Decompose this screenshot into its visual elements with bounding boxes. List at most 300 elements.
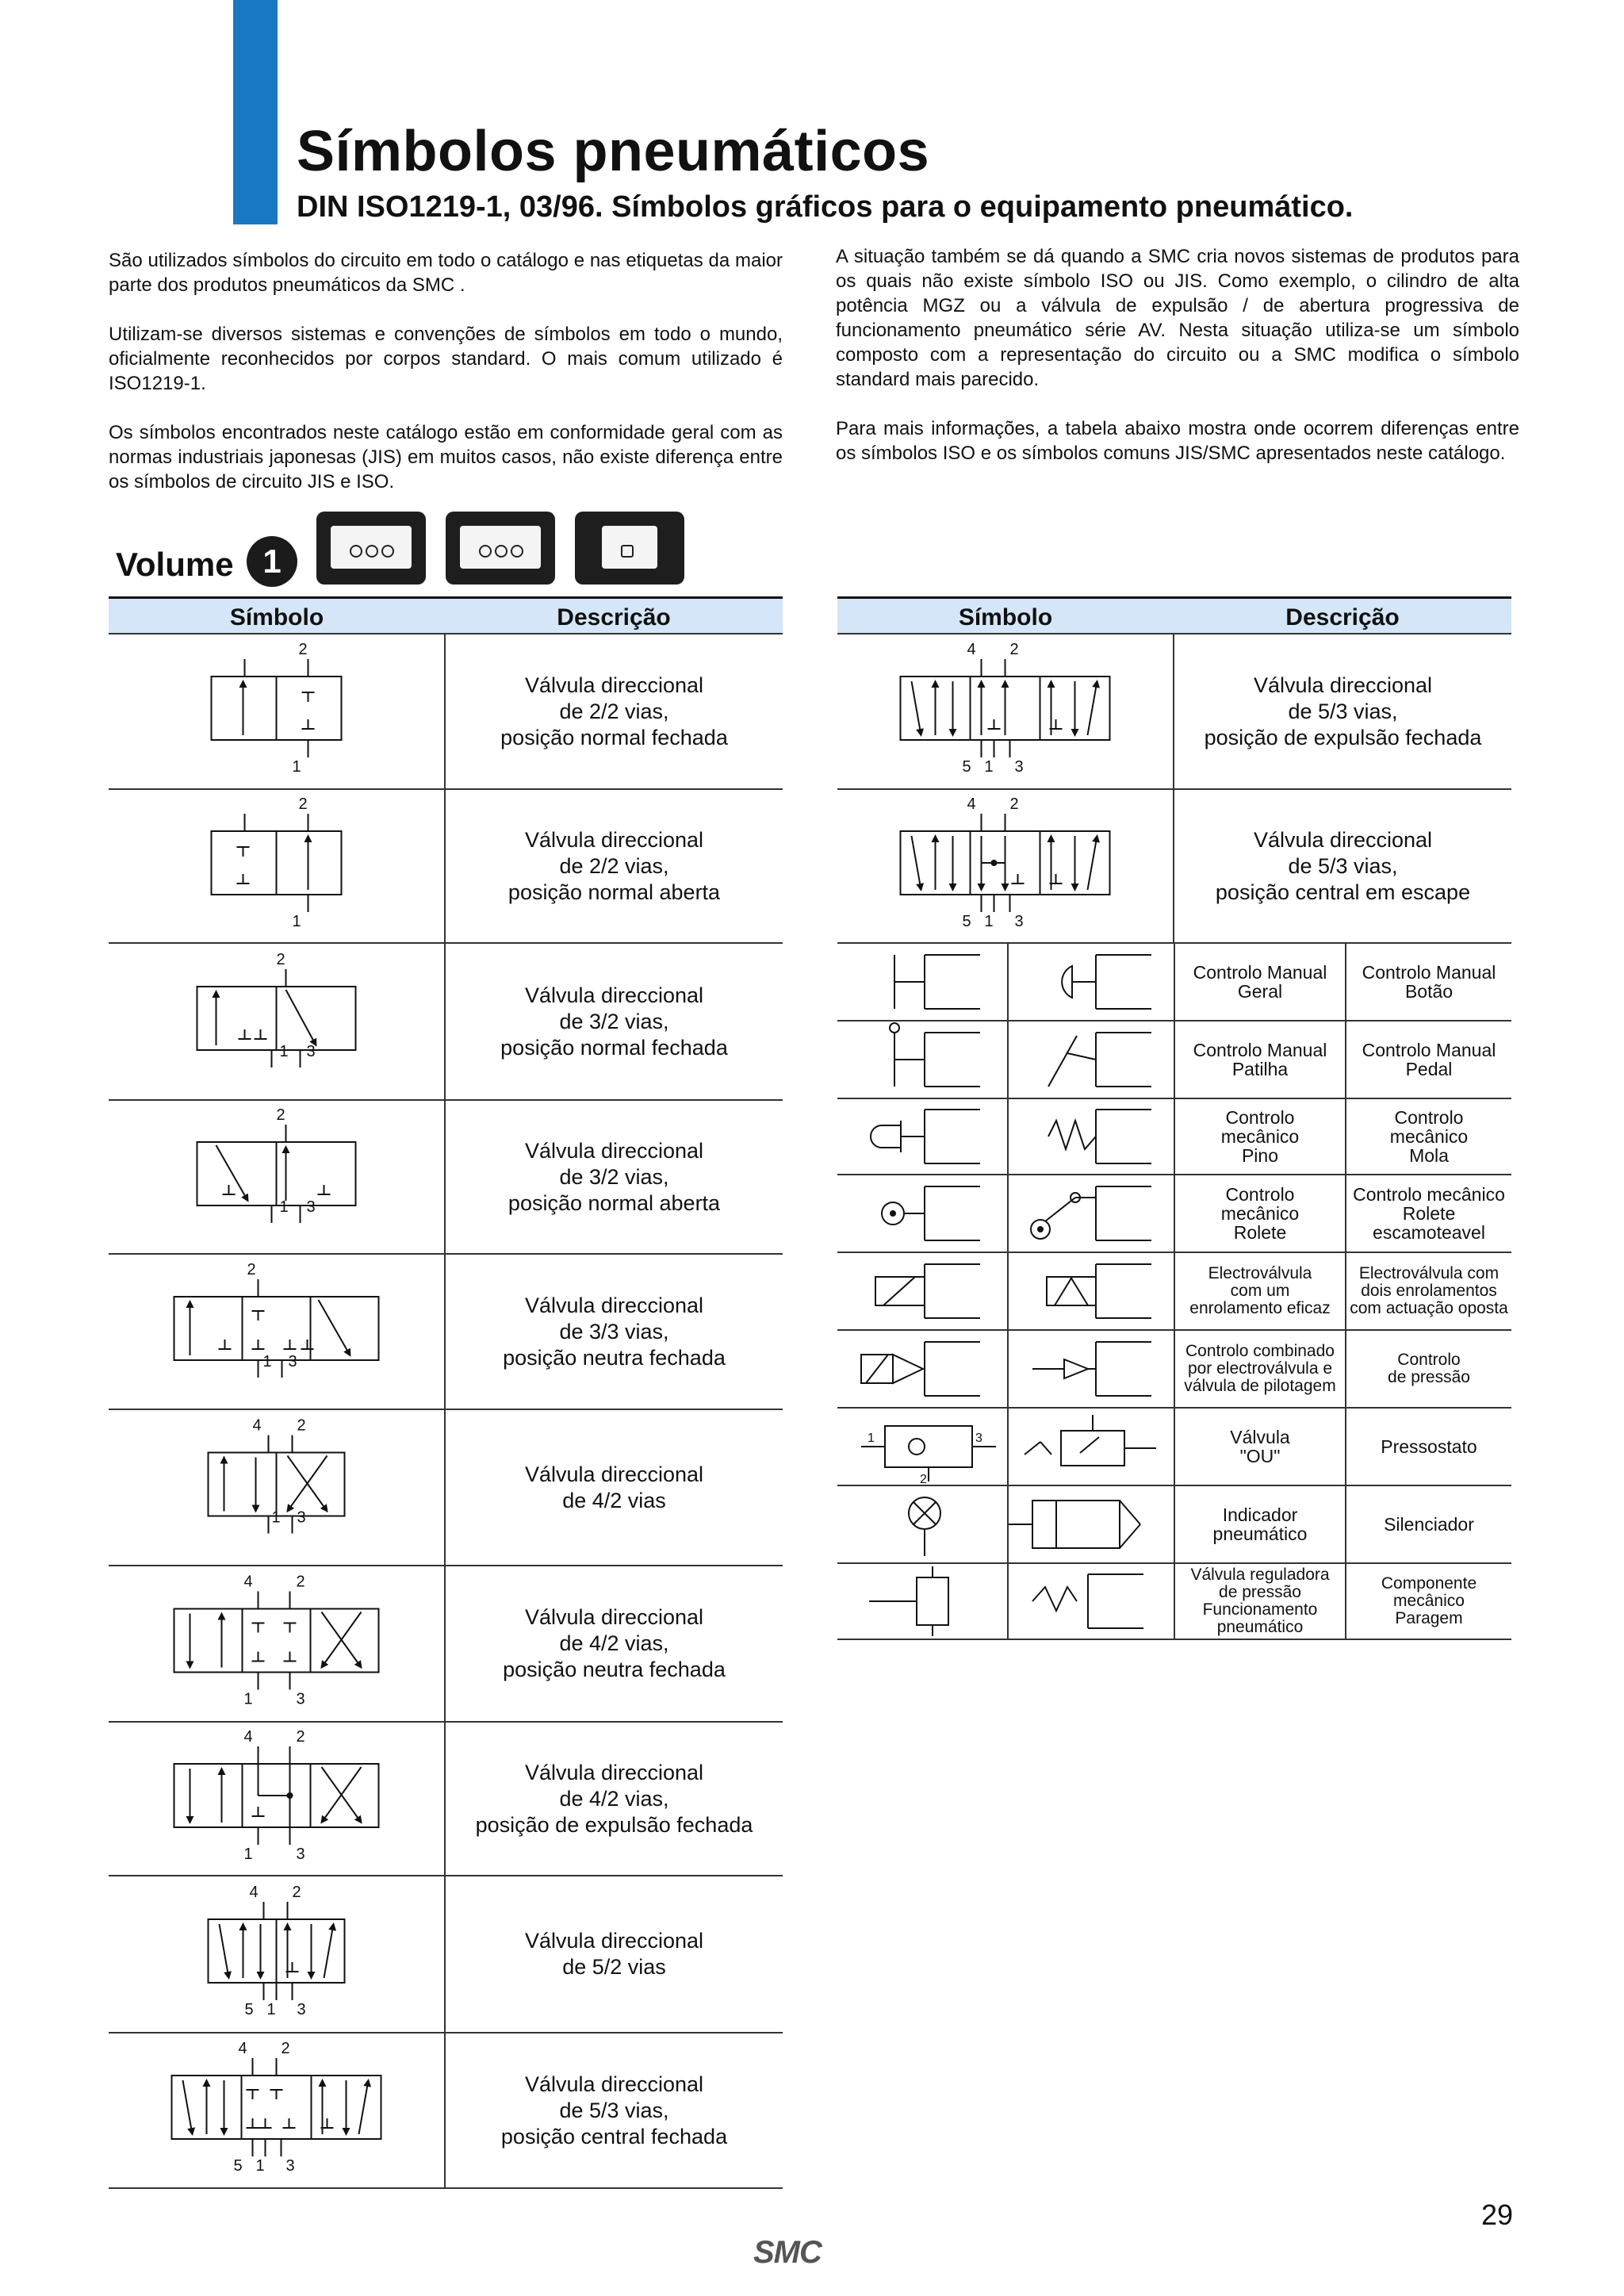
- intro-paragraph: Para mais informações, a tabela abaixo mostra onde ocorrem diferenças entre os símbolos ISO e os símbolos comuns JIS/SMC apresentados neste catálogo.: [836, 418, 1519, 464]
- description-line: Mola: [1409, 1145, 1449, 1166]
- description-line: Silenciador: [1384, 1514, 1474, 1535]
- symbol-drawing: [837, 1486, 1005, 1562]
- control-symbol: [1009, 1175, 1172, 1251]
- symbol-description: [1346, 1409, 1511, 1485]
- grid-row: [837, 1564, 1511, 1640]
- description-line: de 3/2 vias,: [559, 1164, 669, 1189]
- pilot-triangle: [1064, 1359, 1088, 1378]
- junction-dot: [1037, 1226, 1044, 1232]
- description-line: posição central fechada: [500, 2124, 728, 2148]
- port-label: 5: [962, 913, 971, 930]
- description-line: de 4/2 vias: [562, 1488, 666, 1512]
- port-label: 3: [296, 1846, 305, 1863]
- control-symbol: [1009, 1022, 1172, 1098]
- page-subtitle: DIN ISO1219-1, 03/96. Símbolos gráficos para o equipamento pneumático.: [297, 190, 1354, 224]
- description-line: Válvula direccional: [524, 1138, 704, 1163]
- description-line: Controlo Manual: [1362, 1040, 1496, 1060]
- symbol-description: [1346, 1486, 1511, 1562]
- port-label: 5: [233, 2157, 243, 2175]
- control-symbol: [1009, 1253, 1172, 1329]
- symbol-description: [1174, 790, 1511, 942]
- table-row: [109, 1101, 783, 1255]
- table-row: [109, 1723, 783, 1876]
- valve-box: [917, 1577, 948, 1625]
- symbol-description: [446, 1876, 783, 2032]
- symbol-description: [446, 1101, 783, 1253]
- table-row: [109, 2033, 783, 2189]
- valve-box: [243, 1609, 311, 1673]
- description-line: posição de expulsão fechada: [1204, 725, 1482, 749]
- grid-row: [837, 1175, 1511, 1253]
- valve-box: [311, 1297, 379, 1360]
- description-line: mecânico: [1220, 1203, 1300, 1224]
- valve-box: [311, 1764, 379, 1827]
- flow-arrow: [324, 1924, 334, 1978]
- symbol-stroke: [1080, 1437, 1099, 1453]
- description-line: de 2/2 vias,: [559, 699, 669, 723]
- port-label: 1: [262, 1353, 272, 1370]
- description-line: Pedal: [1405, 1059, 1453, 1079]
- port-label: 2: [1009, 795, 1019, 813]
- flow-arrow: [183, 2080, 193, 2134]
- symbol-drawing: [1009, 1486, 1172, 1562]
- description-line: de 3/3 vias,: [559, 1319, 669, 1343]
- description-line: pneumático: [1216, 1618, 1304, 1636]
- intro-paragraph: Utilizam-se diversos sistemas e convenções de símbolos em todo o mundo, oficialmente reconhecidos por corpos standard. O mais comum utilizado é ISO1219-1.: [109, 324, 783, 394]
- valve-symbol: [109, 790, 444, 942]
- port-label: 4: [967, 641, 976, 658]
- control-symbol: [1009, 1099, 1172, 1174]
- description-line: Controlo Manual: [1193, 1040, 1327, 1060]
- port-label: 2: [298, 641, 308, 658]
- flow-arrow: [1088, 836, 1097, 890]
- symbol-description: [446, 944, 783, 1099]
- grid-row: [837, 1022, 1511, 1099]
- symbol-stroke: [1071, 1277, 1088, 1305]
- description-line: pneumático: [1212, 1524, 1308, 1544]
- symbol-stroke: [1048, 1036, 1077, 1087]
- port-label: 3: [975, 1432, 982, 1445]
- description-line: Patilha: [1231, 1059, 1289, 1079]
- symbol-drawing: [109, 1566, 444, 1721]
- description-line: Válvula direccional: [1253, 827, 1433, 852]
- description-line: Válvula direccional: [524, 1462, 704, 1486]
- description-line: por electroválvula e: [1187, 1359, 1333, 1378]
- intro-paragraph: São utilizados símbolos do circuito em todo o catálogo e nas etiquetas da maior parte dos produtos pneumáticos da SMC .: [109, 250, 783, 296]
- symbol-description: [1346, 1331, 1511, 1407]
- symbol-description: [1175, 1022, 1345, 1098]
- description-line: de 3/2 vias,: [559, 1009, 669, 1033]
- port-label: 1: [255, 2157, 265, 2175]
- valve-box: [242, 2076, 312, 2139]
- column-header-symbol: Símbolo: [958, 604, 1053, 631]
- product-thumbnail: [446, 512, 555, 585]
- port-label: 2: [296, 1728, 305, 1746]
- description-line: posição normal fechada: [500, 1035, 728, 1060]
- valve-symbol: [109, 944, 444, 1099]
- flow-arrow: [319, 1300, 350, 1355]
- detent: [1032, 1587, 1077, 1611]
- grid-row: [837, 1486, 1511, 1564]
- port-label: 3: [1014, 913, 1024, 930]
- volume-label: Volume: [116, 546, 234, 583]
- description-line: Indicador: [1222, 1504, 1298, 1525]
- intro-right-column: [836, 244, 1519, 490]
- symbol-description: [1346, 1564, 1511, 1639]
- control-symbol: [1009, 1564, 1172, 1639]
- port-label: 2: [298, 795, 308, 813]
- valve-symbol: [837, 790, 1173, 942]
- port-label: 3: [1014, 758, 1024, 776]
- description-line: Paragem: [1395, 1609, 1463, 1627]
- description-line: de pressão: [1388, 1368, 1470, 1386]
- valve-symbol: [109, 1876, 444, 2032]
- symbol-drawing: [1009, 1409, 1172, 1485]
- control-symbol: [1009, 1331, 1172, 1407]
- control-symbol: [1009, 1486, 1172, 1562]
- grid-row: [837, 1409, 1511, 1486]
- intro-paragraph: Os símbolos encontrados neste catálogo estão em conformidade geral com as normas industriais japonesas (JIS) em muitos casos, não existe diferença entre os símbolos de circuito JIS e ISO.: [109, 422, 783, 493]
- port-label: 1: [271, 1508, 281, 1527]
- description-line: Controlo: [1225, 1184, 1295, 1205]
- description-line: de 2/2 vias,: [559, 853, 669, 878]
- port-label: 3: [306, 1043, 316, 1060]
- valve-box: [197, 987, 277, 1050]
- page-number: 29: [1481, 2198, 1514, 2231]
- description-line: enrolamento eficaz: [1189, 1299, 1331, 1317]
- symbol-drawing: [1009, 1099, 1172, 1174]
- table-row: [109, 1255, 783, 1410]
- symbol-description: [1175, 1331, 1345, 1407]
- intro-paragraph: A situação também se dá quando a SMC cria novos sistemas de produtos para os quais não existe símbolo ISO ou JIS. Como exemplo, o cilindro de alta potência MGZ ou a válvula de expulsão / de abertura progressiva de funcionamento pneumático série AV. Nesta situação utiliza-se um símbolo composto com a representação do circuito ou a SMC modifica o símbolo standard mais parecido.: [836, 246, 1519, 390]
- description-line: posição neutra fechada: [503, 1345, 726, 1370]
- valve-symbol: [109, 634, 444, 788]
- symbol-drawing: [109, 1410, 444, 1565]
- symbol-drawing: [837, 944, 1005, 1020]
- description-line: posição de expulsão fechada: [475, 1812, 753, 1837]
- pilot-triangle: [893, 1355, 923, 1383]
- valve-box: [174, 1764, 243, 1827]
- description-line: com um: [1230, 1282, 1290, 1300]
- valve-box: [277, 987, 356, 1050]
- description-line: Válvula: [1230, 1427, 1290, 1447]
- port-label: 1: [292, 913, 301, 930]
- plunger: [871, 1125, 901, 1148]
- column-header-symbol: Símbolo: [229, 604, 324, 631]
- description-line: Botão: [1404, 981, 1454, 1002]
- description-line: de 5/3 vias,: [559, 2098, 669, 2122]
- symbol-description: [446, 2033, 783, 2187]
- table-row: [109, 1566, 783, 1723]
- valve-symbol: [109, 1101, 444, 1253]
- description-line: de 5/3 vias,: [1288, 853, 1398, 878]
- column-header-description: Descrição: [557, 604, 671, 631]
- product-thumbnail: [316, 512, 426, 585]
- symbol-stroke: [1120, 1501, 1140, 1524]
- description-line: Geral: [1237, 981, 1283, 1002]
- valve-box: [209, 1453, 277, 1516]
- description-line: Electroválvula com: [1358, 1264, 1500, 1282]
- port-label: 1: [984, 913, 994, 930]
- port-label: 3: [296, 1690, 305, 1708]
- symbol-drawing: [1009, 1022, 1172, 1098]
- port-label: 3: [285, 2157, 295, 2175]
- column-header-description: Descrição: [1285, 604, 1400, 631]
- port-label: 5: [962, 758, 971, 776]
- right-table-header: [837, 596, 1511, 634]
- valve-symbol: [109, 1255, 444, 1409]
- description-line: Válvula reguladora: [1190, 1566, 1330, 1584]
- port-label: 2: [297, 1416, 306, 1435]
- symbol-stroke: [1025, 1442, 1040, 1455]
- button-shape: [1062, 966, 1072, 998]
- control-symbol: [837, 1409, 1005, 1485]
- valve-symbol: [109, 1723, 444, 1875]
- symbol-drawing: [1009, 944, 1172, 1020]
- control-symbol: [837, 1099, 1005, 1174]
- description-line: Válvula direccional: [524, 1760, 704, 1784]
- control-symbol: [837, 1253, 1005, 1329]
- control-symbol: [837, 1331, 1005, 1407]
- intro-left-column: [109, 248, 783, 519]
- port-label: 2: [920, 1473, 927, 1485]
- table-row: [837, 790, 1511, 944]
- description-line: de 4/2 vias,: [559, 1631, 669, 1655]
- description-line: Válvula direccional: [524, 983, 704, 1007]
- header-accent-bar: [233, 0, 278, 224]
- symbol-drawing: [837, 1564, 1005, 1639]
- port-label: 1: [279, 1043, 289, 1060]
- valve-box: [277, 1453, 345, 1516]
- description-line: Funcionamento: [1202, 1600, 1318, 1619]
- symbol-stroke: [1040, 1442, 1051, 1455]
- description-line: de 5/2 vias: [562, 1955, 666, 1979]
- port-label: 1: [868, 1432, 875, 1445]
- valve-box: [174, 1609, 243, 1673]
- grid-row: [837, 944, 1511, 1022]
- port-label: 1: [279, 1198, 289, 1216]
- description-line: de 4/2 vias,: [559, 1786, 669, 1811]
- description-line: Controlo: [1394, 1107, 1464, 1128]
- description-line: Electroválvula: [1208, 1264, 1312, 1282]
- symbol-description: [446, 1255, 783, 1409]
- flow-arrow: [912, 681, 921, 735]
- description-line: mecânico: [1389, 1126, 1469, 1147]
- description-line: posição normal aberta: [508, 880, 721, 904]
- symbol-description: [1175, 1175, 1345, 1251]
- lever-knob: [890, 1023, 899, 1033]
- description-line: válvula de pilotagem: [1184, 1377, 1336, 1395]
- volume-number-badge: 1: [247, 536, 297, 587]
- flow-arrow: [912, 836, 921, 890]
- description-line: Pressostato: [1381, 1436, 1477, 1457]
- description-line: Válvula direccional: [524, 1929, 704, 1953]
- port-label: 4: [243, 1728, 253, 1746]
- description-line: com actuação oposta: [1350, 1299, 1508, 1317]
- symbol-drawing: [837, 1175, 1005, 1251]
- port-label: 5: [244, 2001, 254, 2018]
- valve-symbol: [109, 1566, 444, 1721]
- symbol-drawing: [109, 1101, 444, 1253]
- symbol-drawing: [109, 2033, 444, 2187]
- description-line: Válvula direccional: [524, 2072, 704, 2096]
- description-line: Controlo mecânico: [1353, 1184, 1505, 1205]
- symbol-description: [1175, 1564, 1345, 1639]
- symbol-drawing: [109, 1876, 444, 2032]
- valve-box: [1047, 1277, 1096, 1305]
- junction-dot: [890, 1210, 896, 1217]
- symbol-drawing: [837, 1022, 1005, 1098]
- symbol-drawing: [1009, 1564, 1172, 1639]
- symbol-description: [446, 1566, 783, 1721]
- description-line: Válvula direccional: [524, 827, 704, 852]
- symbol-drawing: [837, 1253, 1005, 1329]
- port-label: 3: [297, 1508, 306, 1527]
- symbol-description: [1346, 1175, 1511, 1251]
- symbol-drawing: [1009, 1331, 1172, 1407]
- port-label: 2: [281, 2040, 290, 2057]
- description-line: Pino: [1241, 1145, 1279, 1166]
- description-line: de 5/3 vias,: [1288, 699, 1398, 723]
- control-symbol: [837, 944, 1005, 1020]
- symbol-stroke: [1067, 1053, 1096, 1060]
- valve-symbol: [837, 634, 1173, 788]
- spring: [1048, 1121, 1096, 1149]
- ball: [909, 1439, 925, 1455]
- description-line: mecânico: [1220, 1126, 1300, 1147]
- symbol-drawing: [1009, 1175, 1172, 1251]
- control-symbol: [1009, 1409, 1172, 1485]
- valve-box: [197, 1142, 277, 1205]
- symbol-description: [446, 790, 783, 942]
- symbol-drawing: [109, 1255, 444, 1409]
- symbol-drawing: [837, 1099, 1005, 1174]
- description-line: "OU": [1239, 1446, 1281, 1466]
- symbol-drawing: [837, 790, 1173, 942]
- valve-box: [277, 677, 342, 740]
- symbol-description: [446, 634, 783, 788]
- description-line: posição normal aberta: [508, 1190, 721, 1215]
- valve-box: [212, 831, 277, 895]
- page-title: Símbolos pneumáticos: [297, 120, 930, 183]
- symbol-description: [1346, 1022, 1511, 1098]
- description-line: Controlo: [1397, 1351, 1461, 1369]
- description-line: de pressão: [1219, 1583, 1301, 1601]
- port-label: 2: [1009, 641, 1019, 658]
- port-label: 1: [243, 1690, 253, 1708]
- symbol-stroke: [1055, 1277, 1072, 1305]
- port-label: 4: [252, 1416, 262, 1435]
- port-label: 1: [292, 758, 301, 776]
- symbol-description: [1175, 1409, 1345, 1485]
- description-line: escamoteavel: [1373, 1222, 1485, 1243]
- flow-arrow: [1088, 681, 1097, 735]
- symbol-stroke: [1120, 1524, 1140, 1548]
- symbol-drawing: [837, 1331, 1005, 1407]
- flow-arrow: [286, 990, 316, 1045]
- symbol-description: [446, 1410, 783, 1565]
- grid-row: [837, 1331, 1511, 1409]
- symbol-description: [1174, 634, 1511, 788]
- flow-arrow: [359, 2080, 369, 2134]
- port-label: 2: [296, 1573, 305, 1591]
- table-row: [109, 634, 783, 790]
- control-symbol: [837, 1564, 1005, 1639]
- flow-arrow: [216, 1145, 248, 1201]
- description-line: posição central em escape: [1215, 880, 1471, 904]
- symbol-drawing: [837, 1409, 1005, 1485]
- valve-symbol: [109, 2033, 444, 2187]
- description-line: Controlo: [1225, 1107, 1295, 1128]
- symbol-stroke: [883, 1277, 915, 1305]
- port-label: 3: [297, 2001, 306, 2018]
- valve-box: [885, 1426, 972, 1467]
- symbol-drawing: [109, 1723, 444, 1875]
- grid-row: [837, 1253, 1511, 1331]
- symbol-drawing: [1009, 1253, 1172, 1329]
- symbol-description: [446, 1723, 783, 1875]
- port-label: 2: [276, 951, 285, 968]
- symbol-drawing: [109, 790, 444, 942]
- symbol-description: [1346, 1099, 1511, 1174]
- symbol-stroke: [866, 1355, 888, 1383]
- symbol-stroke: [1045, 1198, 1075, 1221]
- port-label: 2: [276, 1106, 285, 1124]
- symbol-description: [1346, 944, 1511, 1020]
- table-row: [109, 1876, 783, 2033]
- description-line: Válvula direccional: [1253, 673, 1433, 697]
- symbol-description: [1175, 1099, 1345, 1174]
- port-label: 4: [238, 2040, 247, 2057]
- smc-logo: [753, 2235, 822, 2271]
- control-symbol: [1009, 944, 1172, 1020]
- description-line: Rolete: [1402, 1203, 1456, 1224]
- product-thumbnail: [575, 512, 684, 585]
- port-label: 4: [249, 1884, 259, 1901]
- port-label: 4: [967, 795, 976, 813]
- symbol-description: [1175, 1486, 1345, 1562]
- brand-text: SMC: [753, 2235, 822, 2270]
- left-table-header: [109, 596, 783, 634]
- table-row: [109, 1410, 783, 1566]
- table-row: [837, 634, 1511, 790]
- grid-row: [837, 1099, 1511, 1175]
- symbol-description: [1346, 1253, 1511, 1329]
- description-line: posição neutra fechada: [503, 1658, 726, 1681]
- table-row: [109, 944, 783, 1101]
- junction-dot: [991, 860, 998, 866]
- flow-arrow: [220, 1924, 229, 1978]
- description-line: dois enrolamentos: [1361, 1282, 1497, 1300]
- symbol-drawing: [109, 944, 444, 1099]
- port-label: 1: [984, 758, 994, 776]
- valve-box: [1061, 1431, 1124, 1466]
- port-label: 1: [243, 1846, 253, 1863]
- control-symbol: [837, 1022, 1005, 1098]
- symbol-description: [1175, 1253, 1345, 1329]
- description-line: Controlo Manual: [1362, 962, 1496, 983]
- valve-box: [1032, 1501, 1120, 1548]
- valve-symbol: [109, 1410, 444, 1565]
- symbol-drawing: [837, 634, 1173, 788]
- description-line: Controlo Manual: [1193, 962, 1327, 983]
- description-line: Válvula direccional: [524, 1293, 704, 1317]
- table-row: [109, 790, 783, 944]
- description-line: Válvula direccional: [524, 1605, 704, 1629]
- port-label: 2: [292, 1884, 301, 1901]
- port-label: 2: [247, 1261, 256, 1278]
- symbol-drawing: [109, 634, 444, 788]
